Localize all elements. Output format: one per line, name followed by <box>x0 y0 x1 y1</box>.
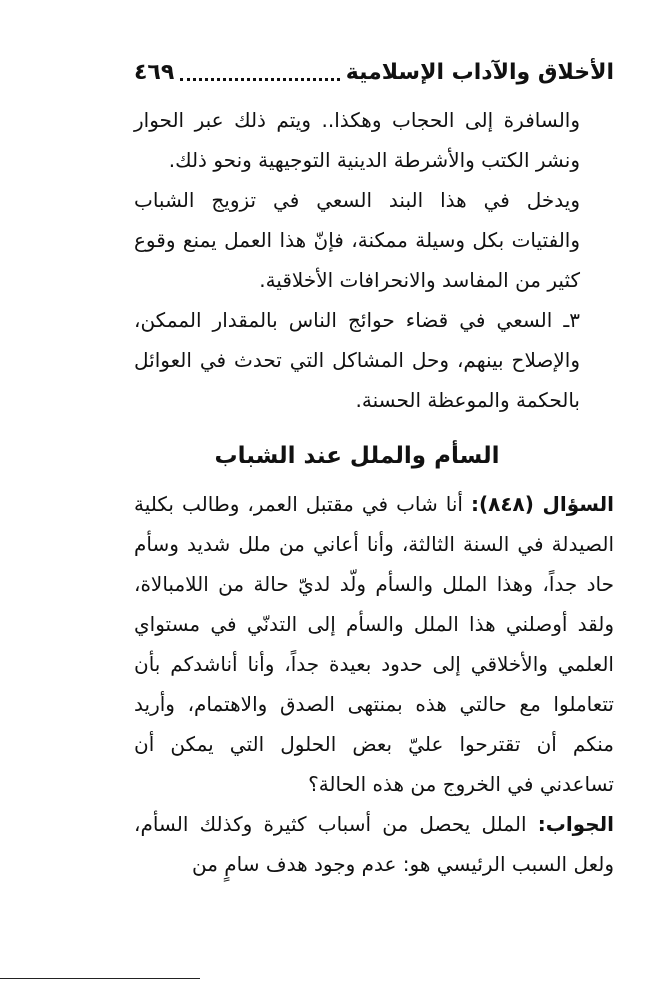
paragraph-dialogue: والسافرة إلى الحجاب وهكذا.. ويتم ذلك عبر الحوار ونشر الكتب والأشرطة الدينية التوجيهية ونحو ذلك. <box>134 108 580 172</box>
body-text <box>134 100 614 884</box>
paragraph-marriage: ويدخل في هذا البند السعي في تزويج الشباب والفتيات بكل وسيلة ممكنة، فإنّ هذا العمل يمنع وقوع كثير من المفاسد والانحرافات الأخلاقية. <box>134 188 580 292</box>
book-title: الأخلاق والآداب الإسلامية <box>345 59 614 85</box>
footer-rule <box>0 978 200 979</box>
header-dot-leader <box>180 78 339 81</box>
question-label: السؤال (٨٤٨): <box>471 492 614 516</box>
answer-paragraph <box>134 804 614 884</box>
question-text: أنا شاب في مقتبل العمر، وطالب بكلية الصيدلة في السنة الثالثة، وأنا أعاني من ملل شديد وسأم حاد جداً، وهذا الملل والسأم ولّد لديّ حالة من اللامبالاة، ولقد أوصلني هذا الملل والسأم إلى التدنّي في مستواي العلمي والأخلاقي إلى حدود بعيدة جداً، وأنا أناشدكم بأن تتعاملوا مع حالتي هذه بمنتهى الصدق والاهتمام، وأريد منكم أن تقترحوا عليّ بعض الحلول التي يمكن أن تساعدني في الخروج من هذه الحالة؟ <box>134 492 614 796</box>
paragraph-item-3: ٣ـ السعي في قضاء حوائج الناس بالمقدار الممكن، والإصلاح بينهم، وحل المشاكل التي تحدث في العوائل بالحكمة والموعظة الحسنة. <box>134 308 580 412</box>
answer-text: الملل يحصل من أسباب كثيرة وكذلك السأم، ولعل السبب الرئيسي هو: عدم وجود هدف سامٍ من <box>134 812 614 876</box>
running-header <box>134 50 614 94</box>
answer-label: الجواب: <box>537 812 614 836</box>
section-heading: السأم والملل عند الشباب <box>214 443 500 469</box>
question-paragraph <box>134 484 614 804</box>
page-number: ٤٦٩ <box>134 59 175 85</box>
